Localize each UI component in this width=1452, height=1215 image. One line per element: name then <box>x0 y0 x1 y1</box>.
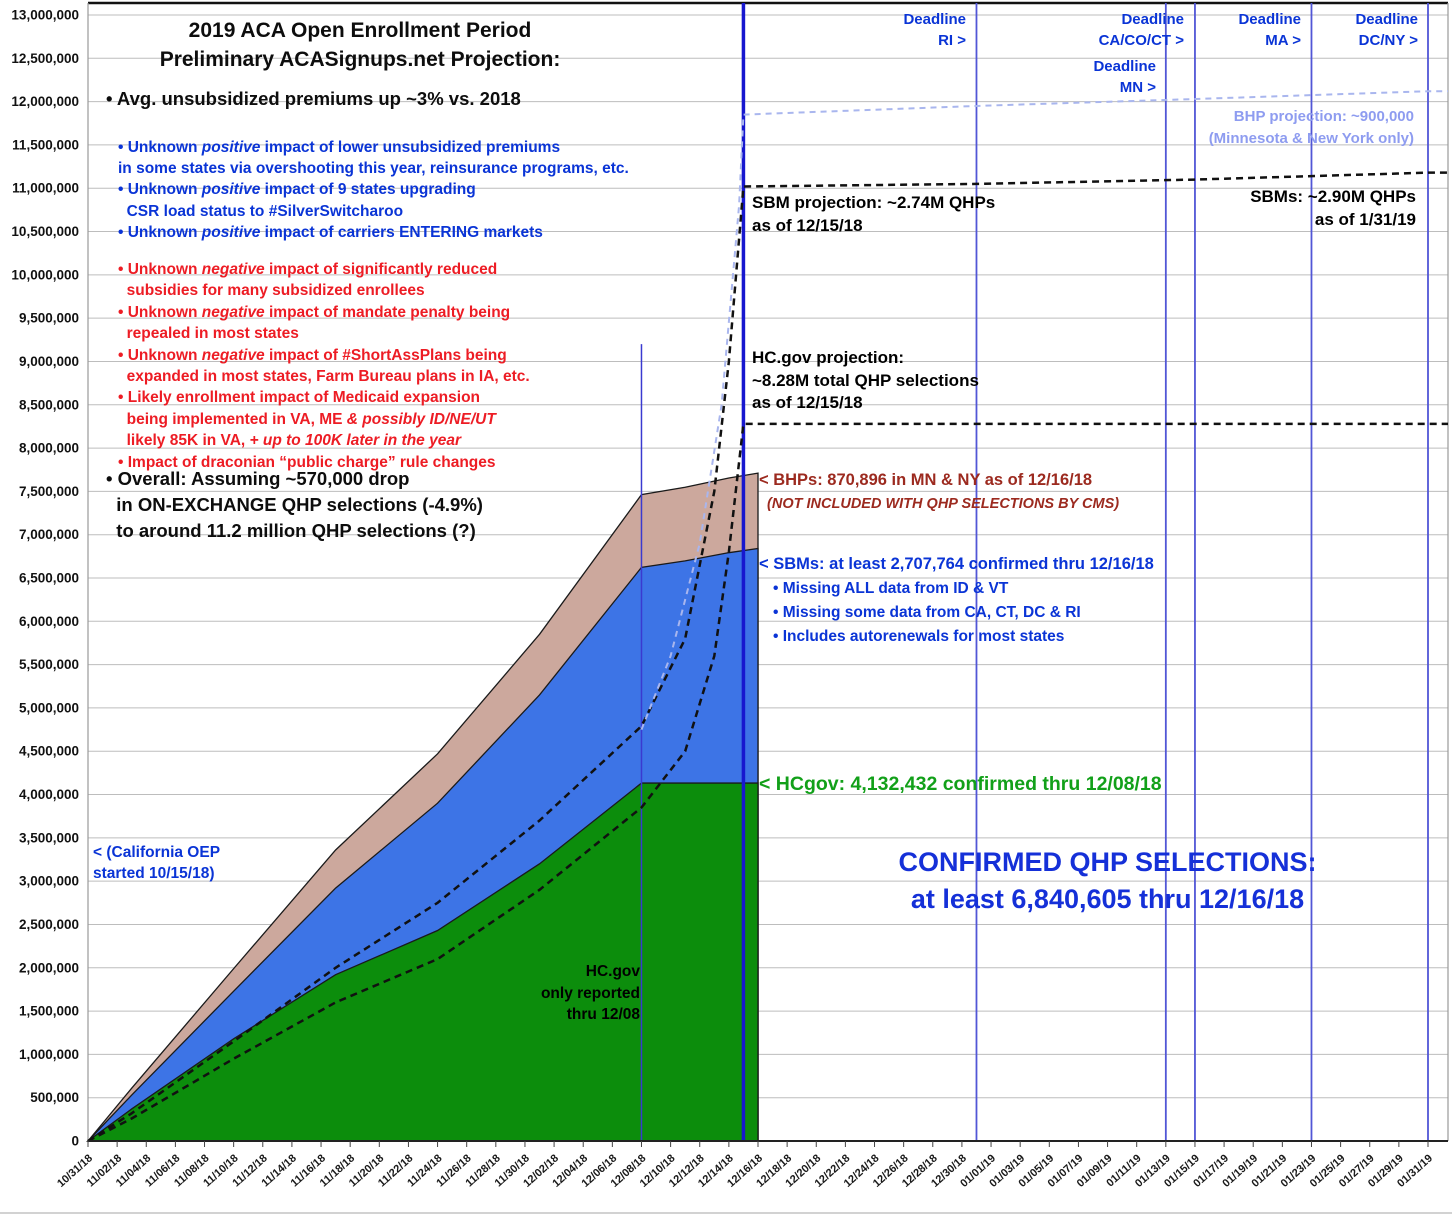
y-tick-labels <box>11 8 79 1149</box>
sbms-confirmed-note: < SBMs: at least 2,707,764 confirmed thru 12/16/18 • Missing ALL data from ID & VT • Missing some data from CA, CT, DC & RI • Includes autorenewals for most states <box>759 551 1154 649</box>
y-tick-label: 11,500,000 <box>12 137 79 153</box>
y-tick-label: 12,000,000 <box>11 94 79 110</box>
deadline-label-ca-co-ct: Deadline CA/CO/CT > <box>1098 11 1184 49</box>
positive-factor-line: in some states via overshooting this year, reinsurance programs, etc. <box>118 160 629 178</box>
x-tick-label: 01/21/19 <box>1249 1152 1290 1190</box>
x-axis <box>88 1141 1448 1147</box>
x-tick-label: 11/16/18 <box>288 1152 329 1190</box>
overall-line: to around 11.2 million QHP selections (?) <box>106 520 476 541</box>
y-tick-label: 3,500,000 <box>18 830 79 846</box>
y-tick-label: 2,000,000 <box>18 960 79 976</box>
deadline-label-ma: Deadline MA > <box>1238 11 1301 49</box>
x-tick-label: 01/29/19 <box>1366 1152 1406 1190</box>
y-tick-label: 1,000,000 <box>18 1046 79 1062</box>
hcgov-reported-note: HC.gov only reported thru 12/08 <box>540 963 640 1023</box>
x-tick-label: 12/24/18 <box>841 1152 882 1190</box>
y-tick-label: 8,000,000 <box>18 440 79 456</box>
positive-factor-line: • Unknown positive impact of carriers ENTERING markets <box>118 223 543 241</box>
y-tick-label: 7,000,000 <box>18 527 79 543</box>
x-tick-label: 01/17/19 <box>1191 1152 1232 1190</box>
bhps-confirmed-note: < BHPs: 870,896 in MN & NY as of 12/16/18 (NOT INCLUDED WITH QHP SELECTIONS BY CMS) <box>759 471 1120 512</box>
x-tick-label: 01/01/19 <box>958 1152 999 1190</box>
x-tick-label: 12/16/18 <box>725 1152 766 1190</box>
y-tick-label: 5,000,000 <box>18 700 79 716</box>
y-tick-label: 5,500,000 <box>18 657 79 673</box>
deadline-label-mn: Deadline MN > <box>1093 58 1156 96</box>
x-tick-label: 01/15/19 <box>1162 1152 1202 1190</box>
sbm-note-bullet: • Missing ALL data from ID & VT <box>773 580 1009 597</box>
x-tick-label: 11/26/18 <box>434 1152 474 1190</box>
x-tick-label: 11/02/18 <box>84 1152 125 1190</box>
x-tick-label: 11/04/18 <box>113 1152 154 1190</box>
deadline-label-ri: Deadline RI > <box>903 11 966 49</box>
y-tick-label: 9,000,000 <box>18 353 79 369</box>
positive-factors-list <box>118 137 629 243</box>
confirmed-total-banner: CONFIRMED QHP SELECTIONS: at least 6,840,605 thru 12/16/18 <box>898 847 1317 914</box>
negative-factor-line: being implemented in VA, ME & possibly ID/NE/UT <box>118 410 496 428</box>
y-tick-label: 6,500,000 <box>18 570 79 586</box>
hcgov-confirmed-note: < HCgov: 4,132,432 confirmed thru 12/08/18 <box>759 773 1162 795</box>
x-tick-label: 12/28/18 <box>899 1152 940 1190</box>
sbm-final-label: SBMs: ~2.90M QHPs as of 1/31/19 <box>1250 187 1416 229</box>
hcgov-projection-label: HC.gov projection: ~8.28M total QHP selections as of 12/15/18 <box>752 348 979 412</box>
x-tick-label: 01/03/19 <box>987 1152 1028 1190</box>
negative-factor-line: • Likely enrollment impact of Medicaid expansion <box>118 389 481 407</box>
x-tick-label: 11/18/18 <box>317 1152 358 1190</box>
x-tick-label: 12/22/18 <box>812 1152 853 1190</box>
y-tick-label: 13,000,000 <box>11 7 79 23</box>
x-tick-label: 01/11/19 <box>1104 1152 1144 1190</box>
x-tick-label: 01/05/19 <box>1016 1152 1057 1190</box>
title-line1: 2019 ACA Open Enrollment Period <box>188 19 532 42</box>
x-tick-label: 12/08/18 <box>608 1152 649 1190</box>
x-tick-label: 11/28/18 <box>463 1152 503 1190</box>
sbm-note-bullet: • Missing some data from CA, CT, DC & RI <box>773 604 1081 621</box>
overall-projection-note <box>106 466 483 544</box>
negative-factors-list <box>118 259 530 473</box>
y-tick-label: 11,000,000 <box>12 180 79 196</box>
x-tick-label: 01/27/19 <box>1336 1152 1377 1190</box>
negative-factor-line: • Impact of draconian “public charge” rule changes <box>118 453 496 471</box>
x-tick-label: 01/23/19 <box>1278 1152 1319 1190</box>
positive-factor-line: • Unknown positive impact of 9 states upgrading <box>118 181 476 199</box>
x-tick-label: 12/26/18 <box>870 1152 911 1190</box>
positive-factor-line: CSR load status to #SilverSwitcharoo <box>118 202 404 220</box>
y-tick-label: 0 <box>71 1133 79 1149</box>
x-tick-labels <box>55 1152 1435 1190</box>
x-tick-label: 01/31/19 <box>1395 1152 1436 1190</box>
negative-factor-line: • Unknown negative impact of #ShortAssPlans being <box>118 346 507 364</box>
y-tick-label: 4,000,000 <box>18 787 79 803</box>
deadline-label-dc-ny: Deadline DC/NY > <box>1355 11 1418 49</box>
x-tick-label: 12/04/18 <box>550 1152 591 1190</box>
y-tick-label: 6,000,000 <box>18 613 79 629</box>
x-tick-label: 01/25/19 <box>1307 1152 1348 1190</box>
chart-title <box>100 16 620 74</box>
x-tick-label: 10/31/18 <box>55 1152 96 1190</box>
x-tick-label: 01/19/19 <box>1220 1152 1261 1190</box>
y-tick-label: 8,500,000 <box>18 397 79 413</box>
x-tick-label: 11/20/18 <box>346 1152 387 1190</box>
bhp-projection-label: BHP projection: ~900,000 (Minnesota & New York only) <box>1208 108 1414 147</box>
x-tick-label: 11/22/18 <box>376 1152 416 1190</box>
y-tick-label: 7,500,000 <box>18 483 79 499</box>
x-tick-label: 11/06/18 <box>142 1152 183 1190</box>
x-tick-label: 11/08/18 <box>172 1152 212 1190</box>
x-tick-label: 12/06/18 <box>579 1152 620 1190</box>
y-tick-label: 9,500,000 <box>18 310 79 326</box>
y-tick-label: 3,000,000 <box>18 873 79 889</box>
stacked-areas <box>88 473 758 1141</box>
negative-factor-line: • Unknown negative impact of mandate penalty being <box>118 303 511 321</box>
y-tick-label: 4,500,000 <box>18 743 79 759</box>
negative-factor-line: expanded in most states, Farm Bureau plans in IA, etc. <box>118 368 530 386</box>
x-tick-label: 12/14/18 <box>696 1152 736 1190</box>
y-tick-label: 12,500,000 <box>11 50 79 66</box>
california-oep-note <box>93 842 220 884</box>
x-tick-label: 11/30/18 <box>492 1152 532 1190</box>
negative-factor-line: • Unknown negative impact of significantly reduced <box>118 261 498 278</box>
california-line2: started 10/15/18) <box>93 865 215 882</box>
x-tick-label: 12/18/18 <box>754 1152 795 1190</box>
x-tick-label: 11/24/18 <box>405 1152 445 1190</box>
avg-premiums-note: • Avg. unsubsidized premiums up ~3% vs. 2018 <box>106 88 521 109</box>
y-tick-label: 10,000,000 <box>11 267 79 283</box>
y-tick-label: 10,500,000 <box>11 224 79 240</box>
x-tick-label: 11/14/18 <box>259 1152 299 1190</box>
negative-factor-line: likely 85K in VA, + up to 100K later in the year <box>118 432 461 450</box>
x-tick-label: 12/02/18 <box>521 1152 562 1190</box>
x-tick-label: 12/12/18 <box>666 1152 707 1190</box>
positive-factor-line: • Unknown positive impact of lower unsubsidized premiums <box>118 139 561 156</box>
y-tick-label: 2,500,000 <box>18 916 79 932</box>
sbm-note-bullet: • Includes autorenewals for most states <box>773 628 1065 645</box>
y-tick-label: 500,000 <box>30 1090 79 1106</box>
x-tick-label: 11/12/18 <box>230 1152 270 1190</box>
sbm-projection-label: SBM projection: ~2.74M QHPs as of 12/15/18 <box>752 193 996 235</box>
x-tick-label: 01/13/19 <box>1132 1152 1173 1190</box>
negative-factor-line: repealed in most states <box>118 325 299 343</box>
negative-factor-line: subsidies for many subsidized enrollees <box>118 282 425 300</box>
california-line1: < (California OEP <box>93 844 221 861</box>
x-tick-label: 11/10/18 <box>201 1152 241 1190</box>
x-tick-label: 01/09/19 <box>1074 1152 1115 1190</box>
x-tick-label: 12/30/18 <box>929 1152 969 1190</box>
overall-line: in ON-EXCHANGE QHP selections (-4.9%) <box>106 494 483 515</box>
y-tick-label: 1,500,000 <box>18 1003 79 1019</box>
overall-line: • Overall: Assuming ~570,000 drop <box>106 468 410 489</box>
x-tick-label: 12/20/18 <box>783 1152 824 1190</box>
title-line2: Preliminary ACASignups.net Projection: <box>159 48 561 71</box>
x-tick-label: 01/07/19 <box>1045 1152 1086 1190</box>
x-tick-label: 12/10/18 <box>637 1152 678 1190</box>
